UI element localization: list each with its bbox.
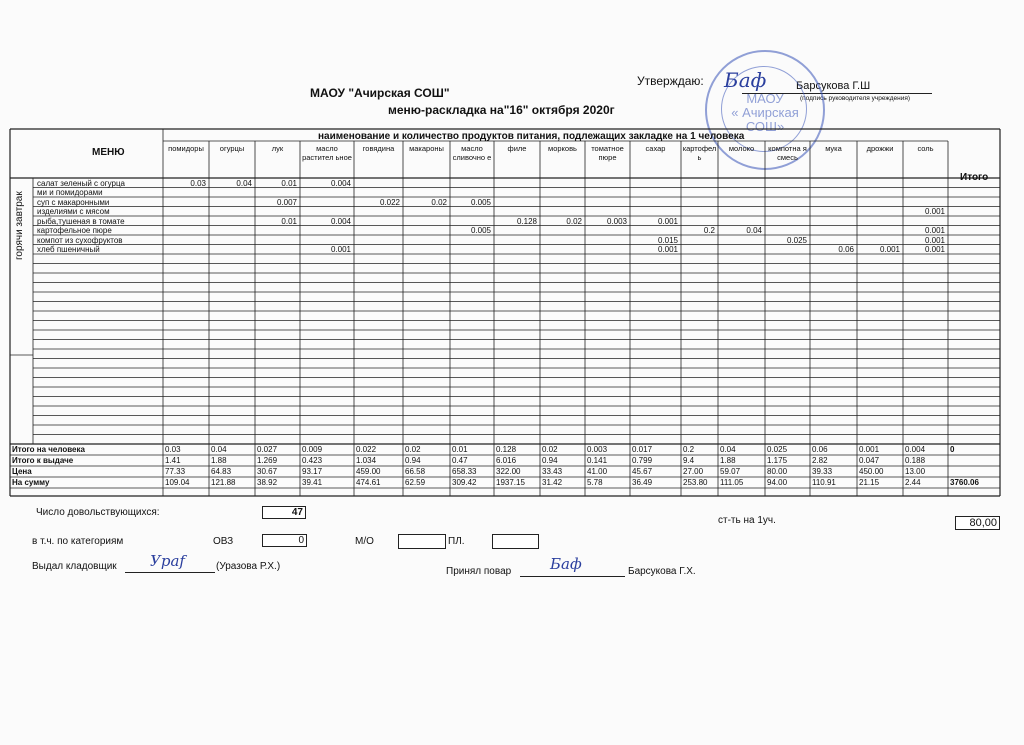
summary-value: 2.82 — [812, 456, 828, 465]
summary-value: 0.04 — [720, 445, 736, 454]
cell-value: 0.04 — [236, 178, 252, 188]
summary-value: 6.016 — [496, 456, 517, 465]
pl-label: ПЛ. — [448, 536, 465, 547]
dish-name: изделиями с мясом — [37, 207, 110, 216]
cell-value: 0.025 — [786, 235, 807, 245]
summary-value: 36.49 — [632, 478, 653, 487]
issued-signature-line — [125, 572, 215, 573]
summary-value: 1937.15 — [496, 478, 525, 487]
column-header: макароны — [409, 144, 444, 153]
summary-value: 30.67 — [257, 467, 278, 476]
cell-value: 0.022 — [379, 197, 400, 207]
summary-value: 0.02 — [405, 445, 421, 454]
column-header: лук — [271, 144, 284, 153]
count-label: Число довольствующихся: — [36, 507, 160, 518]
summary-value: 474.61 — [356, 478, 381, 487]
cell-value: 0.03 — [190, 178, 206, 188]
summary-value: 38.92 — [257, 478, 278, 487]
cell-value: 0.06 — [838, 245, 854, 254]
cell-value: 0.001 — [924, 245, 945, 254]
mo-label: М/О — [355, 536, 374, 547]
cell-value: 0.015 — [657, 235, 678, 245]
summary-value: 2.44 — [905, 478, 921, 487]
cell-value: 0.003 — [606, 216, 627, 226]
summary-value: 93.17 — [302, 467, 323, 476]
approver-signature: Баф — [724, 68, 767, 92]
received-signature: Баф — [550, 555, 582, 573]
summary-value: 77.33 — [165, 467, 186, 476]
dish-name: салат зеленый с огурца — [37, 178, 125, 188]
column-header: картофел ь — [682, 144, 717, 162]
pl-value — [492, 534, 539, 549]
ovz-label: ОВЗ — [213, 536, 234, 547]
summary-value: 13.00 — [905, 467, 926, 476]
cell-value: 0.001 — [924, 235, 945, 245]
summary-value: 0.94 — [542, 456, 558, 465]
column-header: помидоры — [168, 144, 204, 153]
cell-value: 0.001 — [924, 226, 945, 235]
received-signature-line — [520, 576, 625, 577]
summary-label: Цена — [12, 467, 32, 476]
summary-value: 0.2 — [683, 445, 695, 454]
summary-value: 309.42 — [452, 478, 477, 487]
column-header: масло растител ьное — [302, 144, 352, 162]
summary-value: 0.047 — [859, 456, 880, 465]
summary-value: 62.59 — [405, 478, 426, 487]
cell-value: 0.007 — [276, 197, 297, 207]
cell-value: 0.005 — [470, 226, 491, 235]
summary-value: 658.33 — [452, 467, 477, 476]
summary-value: 111.05 — [720, 478, 744, 487]
column-header: говядина — [362, 144, 395, 153]
summary-value: 109.04 — [165, 478, 190, 487]
summary-value: 27.00 — [683, 467, 704, 476]
summary-value: 21.15 — [859, 478, 880, 487]
dish-name: суп с макаронными — [37, 197, 110, 207]
dish-name: картофельное пюре — [37, 226, 112, 235]
received-label: Принял повар — [446, 566, 512, 577]
summary-value: 0.03 — [165, 445, 181, 454]
cell-value: 0.128 — [516, 216, 537, 226]
cell-value: 0.001 — [924, 207, 945, 216]
summary-label: Итого на человека — [12, 445, 85, 454]
summary-value: 0.04 — [211, 445, 227, 454]
summary-value: 0.004 — [905, 445, 926, 454]
column-header: мука — [825, 144, 842, 153]
cell-value: 0.001 — [879, 245, 900, 254]
summary-value: 0.06 — [812, 445, 828, 454]
summary-value: 0.47 — [452, 456, 468, 465]
summary-value: 39.33 — [812, 467, 833, 476]
mo-value — [398, 534, 446, 549]
cell-value: 0.01 — [281, 178, 297, 188]
summary-value: 1.175 — [767, 456, 788, 465]
summary-value: 0.128 — [496, 445, 517, 454]
column-header: огурцы — [219, 144, 245, 153]
column-header: дрожжи — [866, 144, 894, 153]
column-header: соль — [917, 144, 934, 153]
column-header: компотна я смесь — [768, 144, 807, 162]
summary-value: 253.80 — [683, 478, 708, 487]
school-stamp: МАОУ « Ачирская СОШ» — [705, 50, 825, 170]
count-value: 47 — [262, 506, 306, 519]
summary-value: 459.00 — [356, 467, 381, 476]
received-name: Барсукова Г.Х. — [628, 566, 696, 577]
summary-value: 450.00 — [859, 467, 884, 476]
summary-value: 0.022 — [356, 445, 377, 454]
cell-value: 0.001 — [657, 216, 678, 226]
summary-value: 80.00 — [767, 467, 788, 476]
dish-name: компот из сухофруктов — [37, 235, 123, 245]
summary-value: 94.00 — [767, 478, 788, 487]
summary-value: 41.00 — [587, 467, 608, 476]
summary-value: 9.4 — [683, 456, 695, 465]
cell-value: 0.004 — [330, 178, 351, 188]
column-header: сахар — [645, 144, 666, 153]
column-header: молоко — [728, 144, 755, 153]
cost-value: 80,00 — [955, 516, 1000, 530]
document-title: меню-раскладка на"16" октября 2020г — [388, 103, 615, 117]
summary-value: 0.025 — [767, 445, 788, 454]
summary-value: 0.027 — [257, 445, 278, 454]
summary-value: 1.41 — [165, 456, 181, 465]
ovz-value: 0 — [262, 534, 307, 547]
products-header: наименование и количество продуктов питания, подлежащих закладке на 1 человека — [318, 131, 745, 142]
cell-value: 0.001 — [330, 245, 351, 254]
cell-value: 0.2 — [703, 226, 715, 235]
summary-value: 5.78 — [587, 478, 603, 487]
summary-value: 1.034 — [356, 456, 377, 465]
cell-value: 0.02 — [566, 216, 582, 226]
summary-value: 66.58 — [405, 467, 426, 476]
cell-value: 0.001 — [657, 245, 678, 254]
summary-value: 0.003 — [587, 445, 608, 454]
cell-value: 0.02 — [431, 197, 447, 207]
summary-value: 0.188 — [905, 456, 926, 465]
summary-value: 0.01 — [452, 445, 468, 454]
issued-name: (Уразова Р.Х.) — [216, 561, 281, 572]
summary-label: На сумму — [12, 478, 50, 487]
dish-name: хлеб пшеничный — [37, 245, 100, 254]
summary-total: 3760.06 — [950, 478, 979, 487]
summary-value: 0.009 — [302, 445, 323, 454]
summary-value: 0.141 — [587, 456, 608, 465]
summary-label: Итого к выдаче — [12, 456, 74, 465]
summary-value: 110.91 — [812, 478, 836, 487]
approve-label: Утверждаю: — [637, 74, 704, 88]
cell-value: 0.004 — [330, 216, 351, 226]
summary-value: 31.42 — [542, 478, 563, 487]
dish-name: рыба,тушеная в томате — [37, 216, 125, 226]
approver-caption: (подпись руководителя учреждения) — [800, 95, 911, 102]
summary-value: 1.269 — [257, 456, 278, 465]
menu-header: МЕНЮ — [92, 147, 125, 158]
org-name: МАОУ "Ачирская СОШ" — [310, 86, 450, 100]
meal-label: горячи завтрак — [14, 191, 25, 260]
column-header: морковь — [548, 144, 577, 153]
column-header: филе — [507, 144, 527, 153]
summary-value: 0.017 — [632, 445, 653, 454]
column-header: томатное пюре — [591, 144, 624, 162]
summary-value: 0.799 — [632, 456, 653, 465]
total-header: Итого — [960, 172, 989, 183]
categories-label: в т.ч. по категориям — [32, 536, 124, 547]
summary-value: 39.41 — [302, 478, 323, 487]
approver-name: Барсукова Г.Ш — [796, 80, 871, 92]
cell-value: 0.01 — [281, 216, 297, 226]
issued-signature: Урaf — [150, 552, 185, 570]
summary-value: 1.88 — [211, 456, 227, 465]
summary-value: 0.02 — [542, 445, 558, 454]
summary-value: 322.00 — [496, 467, 521, 476]
issued-label: Выдал кладовщик — [32, 561, 117, 572]
summary-value: 1.88 — [720, 456, 736, 465]
cell-value: 0.005 — [470, 197, 491, 207]
cell-value: 0.04 — [746, 226, 762, 235]
summary-value: 59.07 — [720, 467, 741, 476]
summary-value: 121.88 — [211, 478, 236, 487]
summary-value: 64.83 — [211, 467, 232, 476]
dish-name: ми и помидорами — [37, 188, 103, 197]
summary-value: 0.001 — [859, 445, 880, 454]
summary-value: 33.43 — [542, 467, 563, 476]
cost-label: ст-ть на 1уч. — [718, 515, 776, 526]
column-header: масло сливочно е — [452, 144, 492, 162]
summary-total: 0 — [950, 445, 955, 454]
summary-value: 45.67 — [632, 467, 653, 476]
summary-value: 0.423 — [302, 456, 323, 465]
summary-value: 0.94 — [405, 456, 421, 465]
